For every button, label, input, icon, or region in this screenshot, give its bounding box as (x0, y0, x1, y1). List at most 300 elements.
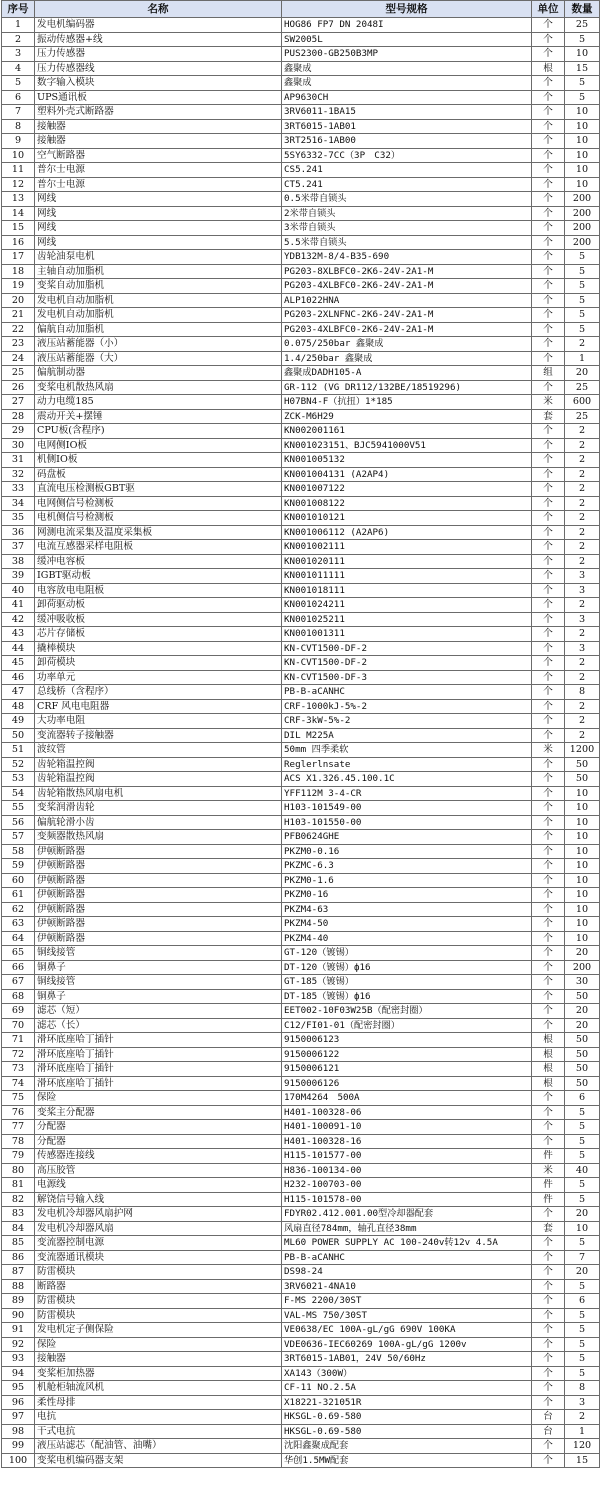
row-model-spec: 鑫聚成 (282, 76, 532, 91)
row-model-spec: PB-B-aCANHC (282, 685, 532, 700)
row-name: 干式电抗 (35, 1424, 282, 1439)
row-name: 空气断路器 (35, 148, 282, 163)
table-row (2, 1395, 600, 1410)
row-name: 电容放电电阻板 (35, 583, 282, 598)
table-row (2, 1047, 600, 1062)
table-row (2, 482, 600, 497)
row-quantity: 2 (565, 337, 600, 352)
row-quantity: 5 (565, 1352, 600, 1367)
row-serial-no: 17 (2, 250, 35, 265)
table-row (2, 1453, 600, 1468)
row-serial-no: 78 (2, 1134, 35, 1149)
row-serial-no: 41 (2, 598, 35, 613)
row-serial-no: 34 (2, 496, 35, 511)
row-quantity: 25 (565, 380, 600, 395)
row-unit: 个 (532, 1439, 565, 1454)
row-model-spec: CT5.241 (282, 177, 532, 192)
table-row (2, 1236, 600, 1251)
row-model-spec: F-MS 2200/30ST (282, 1294, 532, 1309)
row-model-spec: VE0638/EC 100A-gL/gG 690V 100KA (282, 1323, 532, 1338)
row-unit: 件 (532, 1192, 565, 1207)
row-model-spec: 沈阳鑫聚成配套 (282, 1439, 532, 1454)
row-quantity: 3 (565, 569, 600, 584)
row-name: 变流器通讯模块 (35, 1250, 282, 1265)
row-quantity: 3 (565, 583, 600, 598)
row-model-spec: YDB132M-8/4-B35-690 (282, 250, 532, 265)
row-unit: 个 (532, 18, 565, 33)
row-unit: 个 (532, 772, 565, 787)
row-quantity: 2 (565, 467, 600, 482)
row-model-spec: 5SY6332-7CC（3P C32） (282, 148, 532, 163)
table-row (2, 714, 600, 729)
row-unit: 个 (532, 569, 565, 584)
row-name: 数字输入模块 (35, 76, 282, 91)
row-model-spec: KN001005132 (282, 453, 532, 468)
row-unit: 米 (532, 743, 565, 758)
row-name: 发电机自动加脂机 (35, 308, 282, 323)
table-row (2, 1410, 600, 1425)
header-model-spec: 型号规格 (282, 1, 532, 18)
row-unit: 根 (532, 1076, 565, 1091)
row-serial-no: 23 (2, 337, 35, 352)
table-row (2, 177, 600, 192)
row-unit: 个 (532, 786, 565, 801)
row-serial-no: 43 (2, 627, 35, 642)
row-unit: 个 (532, 1250, 565, 1265)
row-unit: 个 (532, 1265, 565, 1280)
row-model-spec: KN-CVT1500-DF-2 (282, 656, 532, 671)
row-quantity: 5 (565, 322, 600, 337)
table-row (2, 1091, 600, 1106)
row-model-spec: KN001010121 (282, 511, 532, 526)
row-quantity: 20 (565, 1207, 600, 1222)
row-serial-no: 50 (2, 728, 35, 743)
row-serial-no: 45 (2, 656, 35, 671)
row-quantity: 120 (565, 1439, 600, 1454)
row-quantity: 20 (565, 1004, 600, 1019)
row-serial-no: 58 (2, 844, 35, 859)
row-unit: 个 (532, 221, 565, 236)
row-name: 柔性母排 (35, 1395, 282, 1410)
row-unit: 个 (532, 177, 565, 192)
row-name: 网线 (35, 221, 282, 236)
table-row (2, 1308, 600, 1323)
spare-parts-table (1, 0, 600, 1468)
row-unit: 个 (532, 380, 565, 395)
table-row (2, 1221, 600, 1236)
row-unit: 个 (532, 148, 565, 163)
row-model-spec: DT-120（镀锡）ф16 (282, 960, 532, 975)
table-row (2, 293, 600, 308)
table-row (2, 453, 600, 468)
row-quantity: 10 (565, 917, 600, 932)
table-row (2, 1337, 600, 1352)
row-name: 变桨电机编码器支架 (35, 1453, 282, 1468)
row-name: UPS通讯板 (35, 90, 282, 105)
table-row (2, 554, 600, 569)
row-model-spec: PKZM0-1.6 (282, 873, 532, 888)
row-serial-no: 49 (2, 714, 35, 729)
table-row (2, 1424, 600, 1439)
row-model-spec: 0.075/250bar 鑫聚成 (282, 337, 532, 352)
row-quantity: 10 (565, 931, 600, 946)
table-row (2, 47, 600, 62)
table-row (2, 206, 600, 221)
row-name: 功率单元 (35, 670, 282, 685)
row-unit: 个 (532, 656, 565, 671)
row-serial-no: 57 (2, 830, 35, 845)
row-model-spec: KN001024211 (282, 598, 532, 613)
row-serial-no: 100 (2, 1453, 35, 1468)
row-name: 齿轮油泵电机 (35, 250, 282, 265)
row-name: 防雷模块 (35, 1265, 282, 1280)
row-model-spec: VAL-MS 750/30ST (282, 1308, 532, 1323)
row-unit: 个 (532, 844, 565, 859)
row-unit: 根 (532, 61, 565, 76)
row-serial-no: 67 (2, 975, 35, 990)
row-unit: 件 (532, 1149, 565, 1164)
row-serial-no: 84 (2, 1221, 35, 1236)
row-unit: 个 (532, 815, 565, 830)
row-name: 齿轮箱散热风扇电机 (35, 786, 282, 801)
row-name: 接触器 (35, 119, 282, 134)
row-serial-no: 1 (2, 18, 35, 33)
row-serial-no: 62 (2, 902, 35, 917)
row-model-spec: 3RT6015-1AB01 (282, 119, 532, 134)
row-quantity: 50 (565, 1033, 600, 1048)
row-quantity: 20 (565, 946, 600, 961)
row-quantity: 5 (565, 1105, 600, 1120)
row-model-spec: 3米带自锁头 (282, 221, 532, 236)
row-model-spec: SW2005L (282, 32, 532, 47)
row-quantity: 5 (565, 1337, 600, 1352)
header-serial-no: 序号 (2, 1, 35, 18)
row-name: 铜线接管 (35, 975, 282, 990)
row-quantity: 50 (565, 1062, 600, 1077)
table-row (2, 1192, 600, 1207)
row-serial-no: 20 (2, 293, 35, 308)
row-model-spec: 9150006126 (282, 1076, 532, 1091)
row-quantity: 6 (565, 1091, 600, 1106)
row-quantity: 10 (565, 815, 600, 830)
row-serial-no: 64 (2, 931, 35, 946)
row-quantity: 50 (565, 772, 600, 787)
row-unit: 个 (532, 859, 565, 874)
row-quantity: 10 (565, 902, 600, 917)
table-row (2, 1265, 600, 1280)
table-row (2, 380, 600, 395)
row-quantity: 1 (565, 351, 600, 366)
row-unit: 根 (532, 1062, 565, 1077)
row-unit: 个 (532, 627, 565, 642)
row-name: 伊顿断路器 (35, 902, 282, 917)
row-serial-no: 51 (2, 743, 35, 758)
row-quantity: 8 (565, 685, 600, 700)
row-serial-no: 30 (2, 438, 35, 453)
row-name: 分配器 (35, 1134, 282, 1149)
table-row (2, 598, 600, 613)
row-model-spec: Reglerlnsate (282, 757, 532, 772)
row-unit: 个 (532, 612, 565, 627)
table-row (2, 540, 600, 555)
table-row (2, 627, 600, 642)
table-row (2, 1178, 600, 1193)
row-name: 网线 (35, 206, 282, 221)
row-name: 偏航轮滑小齿 (35, 815, 282, 830)
row-model-spec: PG203-4XLBFC0-2K6-24V-2A1-M (282, 322, 532, 337)
row-model-spec: VDE0636-IEC60269 100A-gL/gG 1200v (282, 1337, 532, 1352)
row-name: 高压胶管 (35, 1163, 282, 1178)
row-model-spec: 0.5米带自锁头 (282, 192, 532, 207)
table-body (2, 18, 600, 1468)
row-serial-no: 19 (2, 279, 35, 294)
row-name: 电机侧信号检测板 (35, 511, 282, 526)
row-serial-no: 97 (2, 1410, 35, 1425)
row-quantity: 2 (565, 525, 600, 540)
row-model-spec: H401-100328-06 (282, 1105, 532, 1120)
row-unit: 个 (532, 902, 565, 917)
row-unit: 个 (532, 1091, 565, 1106)
row-name: 变桨自动加脂机 (35, 279, 282, 294)
table-row (2, 134, 600, 149)
row-serial-no: 61 (2, 888, 35, 903)
row-model-spec: 9150006122 (282, 1047, 532, 1062)
row-quantity: 5 (565, 264, 600, 279)
row-quantity: 5 (565, 308, 600, 323)
row-unit: 个 (532, 163, 565, 178)
table-row (2, 786, 600, 801)
row-model-spec: KN001007122 (282, 482, 532, 497)
row-serial-no: 56 (2, 815, 35, 830)
row-serial-no: 15 (2, 221, 35, 236)
row-name: 变桨柜加热器 (35, 1366, 282, 1381)
row-model-spec: 170M4264 500A (282, 1091, 532, 1106)
row-serial-no: 96 (2, 1395, 35, 1410)
row-name: 卸荷模块 (35, 656, 282, 671)
table-row (2, 18, 600, 33)
row-model-spec: DS98-24 (282, 1265, 532, 1280)
row-quantity: 50 (565, 1047, 600, 1062)
row-model-spec: KN-CVT1500-DF-3 (282, 670, 532, 685)
table-row (2, 1439, 600, 1454)
row-quantity: 5 (565, 1178, 600, 1193)
table-row (2, 699, 600, 714)
row-model-spec: KN001001311 (282, 627, 532, 642)
row-serial-no: 32 (2, 467, 35, 482)
table-row (2, 250, 600, 265)
row-unit: 个 (532, 1352, 565, 1367)
row-unit: 个 (532, 134, 565, 149)
row-quantity: 25 (565, 18, 600, 33)
row-name: 变频器散热风扇 (35, 830, 282, 845)
row-unit: 个 (532, 801, 565, 816)
row-serial-no: 88 (2, 1279, 35, 1294)
row-name: 振动传感器+线 (35, 32, 282, 47)
row-name: 网测电流采集及温度采集板 (35, 525, 282, 540)
row-unit: 个 (532, 1236, 565, 1251)
row-unit: 个 (532, 192, 565, 207)
row-name: 防雷模块 (35, 1308, 282, 1323)
row-unit: 件 (532, 1178, 565, 1193)
row-quantity: 10 (565, 801, 600, 816)
row-name: 铜线接管 (35, 946, 282, 961)
row-model-spec: ZCK-M6H29 (282, 409, 532, 424)
table-row (2, 322, 600, 337)
row-model-spec: 风扇直径784mm，轴孔直径38mm (282, 1221, 532, 1236)
row-name: 滑环底座哈丁插针 (35, 1062, 282, 1077)
row-serial-no: 12 (2, 177, 35, 192)
row-unit: 个 (532, 351, 565, 366)
row-serial-no: 92 (2, 1337, 35, 1352)
row-unit: 个 (532, 308, 565, 323)
row-serial-no: 71 (2, 1033, 35, 1048)
row-serial-no: 16 (2, 235, 35, 250)
row-unit: 个 (532, 714, 565, 729)
row-quantity: 5 (565, 1323, 600, 1338)
row-unit: 米 (532, 395, 565, 410)
table-row (2, 467, 600, 482)
row-serial-no: 40 (2, 583, 35, 598)
table-row (2, 844, 600, 859)
row-name: 发电机编码器 (35, 18, 282, 33)
row-serial-no: 14 (2, 206, 35, 221)
row-serial-no: 54 (2, 786, 35, 801)
table-row (2, 221, 600, 236)
row-quantity: 200 (565, 960, 600, 975)
row-serial-no: 27 (2, 395, 35, 410)
table-row (2, 279, 600, 294)
row-serial-no: 53 (2, 772, 35, 787)
row-serial-no: 83 (2, 1207, 35, 1222)
table-row (2, 989, 600, 1004)
row-name: 机舱柜轴流风机 (35, 1381, 282, 1396)
row-quantity: 30 (565, 975, 600, 990)
table-row (2, 90, 600, 105)
row-quantity: 50 (565, 1076, 600, 1091)
row-unit: 套 (532, 409, 565, 424)
row-serial-no: 91 (2, 1323, 35, 1338)
row-name: 电网侧IO板 (35, 438, 282, 453)
row-model-spec: PG203-8XLBFC0-2K6-24V-2A1-M (282, 264, 532, 279)
row-quantity: 3 (565, 1395, 600, 1410)
table-row (2, 801, 600, 816)
row-serial-no: 90 (2, 1308, 35, 1323)
row-model-spec: CRF-3kW-5%-2 (282, 714, 532, 729)
row-name: 大功率电阻 (35, 714, 282, 729)
row-name: 缓冲电容板 (35, 554, 282, 569)
row-serial-no: 28 (2, 409, 35, 424)
row-model-spec: KN001004131 (A2AP4) (282, 467, 532, 482)
row-serial-no: 98 (2, 1424, 35, 1439)
table-row (2, 757, 600, 772)
table-row (2, 888, 600, 903)
table-row (2, 119, 600, 134)
row-model-spec: DT-185（镀锡）ф16 (282, 989, 532, 1004)
row-name: 滑环底座哈丁插针 (35, 1047, 282, 1062)
row-serial-no: 26 (2, 380, 35, 395)
row-name: 缓冲吸收板 (35, 612, 282, 627)
row-quantity: 200 (565, 221, 600, 236)
row-quantity: 2 (565, 424, 600, 439)
row-serial-no: 65 (2, 946, 35, 961)
row-unit: 个 (532, 946, 565, 961)
row-quantity: 5 (565, 1134, 600, 1149)
row-unit: 个 (532, 699, 565, 714)
row-model-spec: HKSGL-0.69-580 (282, 1424, 532, 1439)
row-quantity: 2 (565, 496, 600, 511)
row-name: 传感器连接线 (35, 1149, 282, 1164)
row-unit: 个 (532, 47, 565, 62)
row-quantity: 10 (565, 47, 600, 62)
row-model-spec: ACS X1.326.45.100.1C (282, 772, 532, 787)
row-quantity: 25 (565, 409, 600, 424)
row-serial-no: 70 (2, 1018, 35, 1033)
row-quantity: 5 (565, 293, 600, 308)
row-name: 防雷模块 (35, 1294, 282, 1309)
row-serial-no: 89 (2, 1294, 35, 1309)
row-serial-no: 52 (2, 757, 35, 772)
row-quantity: 2 (565, 598, 600, 613)
row-unit: 个 (532, 105, 565, 120)
row-serial-no: 82 (2, 1192, 35, 1207)
table-row (2, 1366, 600, 1381)
row-model-spec: 2米带自锁头 (282, 206, 532, 221)
table-row (2, 931, 600, 946)
row-model-spec: ALP1022HNA (282, 293, 532, 308)
row-model-spec: PKZM4-63 (282, 902, 532, 917)
row-name: 直流电压检测板GBT驱 (35, 482, 282, 497)
row-model-spec: 5.5米带自锁头 (282, 235, 532, 250)
row-name: 发电机冷却器风扇 (35, 1221, 282, 1236)
row-model-spec: GR-112 (VG DR112/132BE/18519296) (282, 380, 532, 395)
row-name: 普尔士电源 (35, 163, 282, 178)
row-name: 压力传感器线 (35, 61, 282, 76)
row-name: 液压站蓄能器（大） (35, 351, 282, 366)
row-model-spec: H836-100134-00 (282, 1163, 532, 1178)
header-unit: 单位 (532, 1, 565, 18)
row-serial-no: 87 (2, 1265, 35, 1280)
row-unit: 个 (532, 1120, 565, 1135)
row-serial-no: 81 (2, 1178, 35, 1193)
row-model-spec: 1.4/250bar 鑫聚成 (282, 351, 532, 366)
row-unit: 个 (532, 235, 565, 250)
row-serial-no: 77 (2, 1120, 35, 1135)
row-unit: 个 (532, 1308, 565, 1323)
table-row (2, 163, 600, 178)
table-row (2, 1134, 600, 1149)
row-quantity: 10 (565, 1221, 600, 1236)
row-serial-no: 2 (2, 32, 35, 47)
row-name: 滑环底座哈丁插针 (35, 1076, 282, 1091)
table-row (2, 192, 600, 207)
row-unit: 个 (532, 337, 565, 352)
table-row (2, 685, 600, 700)
row-unit: 个 (532, 989, 565, 1004)
row-name: 分配器 (35, 1120, 282, 1135)
row-serial-no: 85 (2, 1236, 35, 1251)
row-name: 电抗 (35, 1410, 282, 1425)
row-name: 变桨主分配器 (35, 1105, 282, 1120)
table-row (2, 1294, 600, 1309)
table-row (2, 1323, 600, 1338)
row-unit: 个 (532, 540, 565, 555)
row-model-spec: PG203-2XLNFNC-2K6-24V-2A1-M (282, 308, 532, 323)
row-name: 电源线 (35, 1178, 282, 1193)
row-serial-no: 72 (2, 1047, 35, 1062)
row-name: 液压站滤芯（配油管、油嘴） (35, 1439, 282, 1454)
table-row (2, 1120, 600, 1135)
row-serial-no: 80 (2, 1163, 35, 1178)
